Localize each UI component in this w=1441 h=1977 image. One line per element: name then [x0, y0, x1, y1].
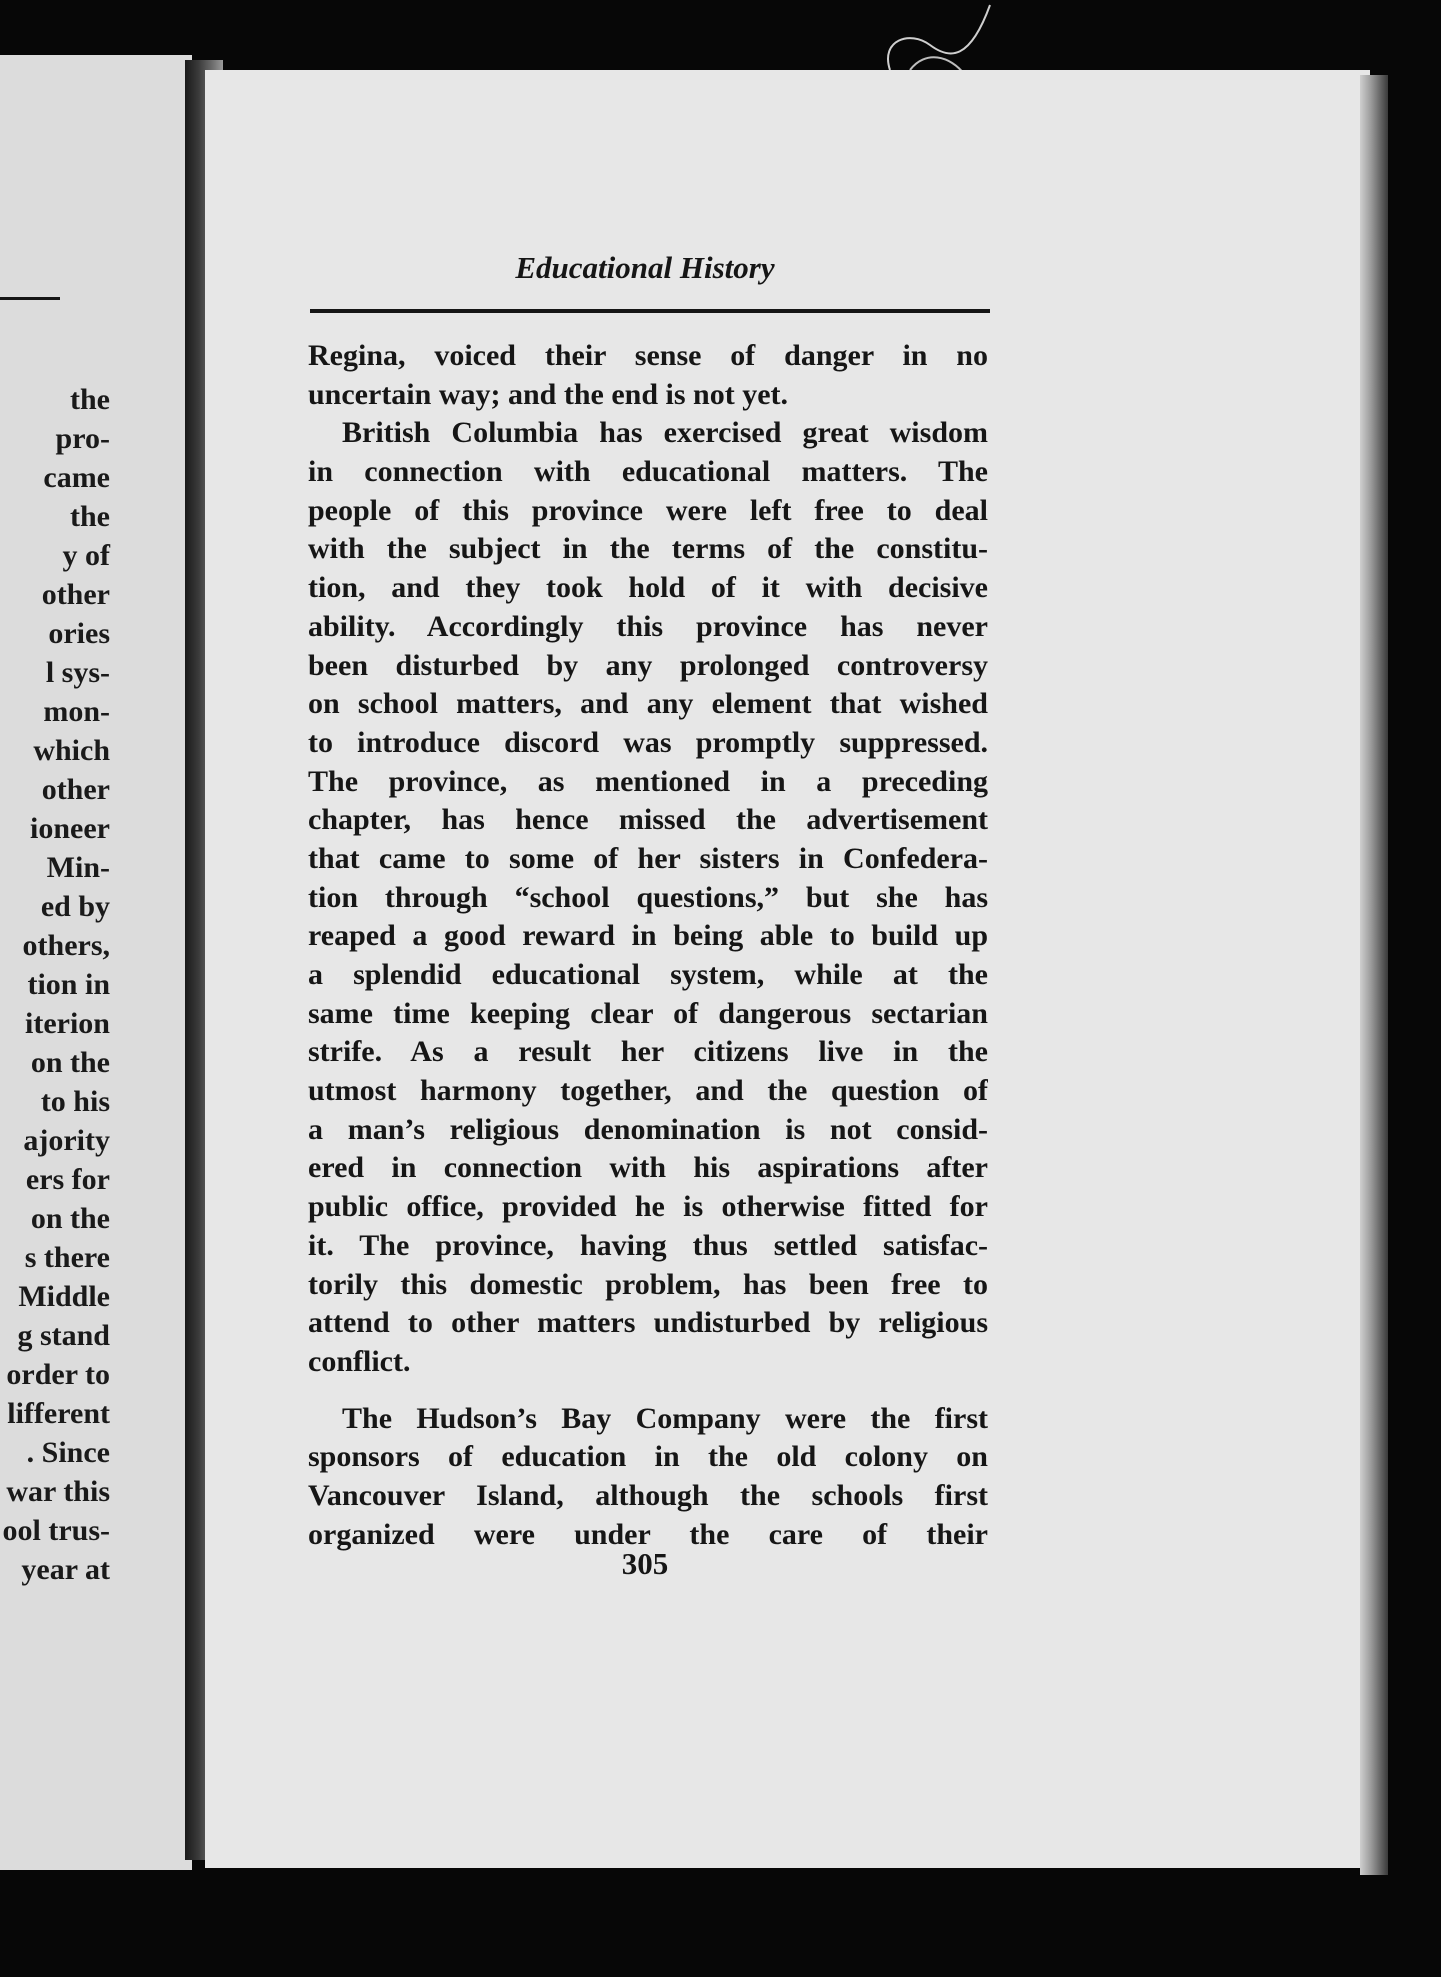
- text-line: same time keeping clear of dangerous sectarian: [308, 996, 988, 1030]
- text-line: been disturbed by any prolonged controversy: [308, 648, 988, 682]
- left-page-line: the: [70, 383, 110, 416]
- running-head: Educational History: [515, 250, 775, 285]
- text-line: public office, provided he is otherwise fitted for: [308, 1190, 988, 1224]
- left-page-line: on the: [30, 1202, 110, 1235]
- left-page-line: Middle: [18, 1280, 110, 1313]
- left-page-line: which: [33, 734, 110, 767]
- running-head-rule: [310, 309, 990, 313]
- text-line: strife. As a result her citizens live in the: [308, 1035, 988, 1069]
- text-line: reaped a good reward in being able to build up: [308, 919, 988, 953]
- left-page-line: Min-: [46, 851, 110, 884]
- text-line: The province, as mentioned in a preceding: [308, 764, 988, 798]
- page-number: 305: [621, 1546, 669, 1581]
- paragraph-gap: [308, 1382, 988, 1400]
- text-line: with the subject in the terms of the constitu-: [308, 532, 988, 566]
- left-page-line: ool trus-: [2, 1514, 110, 1547]
- pencil-mark-icon: [870, 0, 1010, 80]
- left-page-line: iterion: [25, 1007, 110, 1040]
- left-page-line: to his: [40, 1085, 110, 1118]
- left-page-line: ioneer: [30, 812, 110, 845]
- left-page-line: y of: [62, 539, 110, 572]
- page-body-text: [308, 337, 988, 1554]
- text-line: attend to other matters undisturbed by religious: [308, 1306, 988, 1340]
- left-page: [0, 55, 192, 1870]
- text-line: a man’s religious denomination is not consid-: [308, 1112, 988, 1146]
- text-line: ered in connection with his aspirations after: [308, 1151, 988, 1185]
- text-line: Vancouver Island, although the schools first: [308, 1478, 988, 1512]
- text-line: conflict.: [308, 1344, 411, 1378]
- left-page-line: war this: [6, 1475, 110, 1508]
- text-line: The Hudson’s Bay Company were the first: [342, 1401, 988, 1435]
- left-page-line: other: [41, 773, 110, 806]
- text-line: a splendid educational system, while at the: [308, 958, 988, 991]
- left-page-line: order to: [6, 1358, 110, 1391]
- left-page-line: year at: [21, 1553, 110, 1586]
- text-line: uncertain way; and the end is not yet.: [308, 377, 789, 411]
- text-line: chapter, has hence missed the advertisement: [308, 803, 988, 837]
- left-page-line: mon-: [43, 695, 110, 728]
- left-page-line: g stand: [17, 1319, 110, 1352]
- text-line: on school matters, and any element that wished: [308, 687, 988, 721]
- left-page-line: on the: [30, 1046, 110, 1079]
- text-line: Regina, voiced their sense of danger in no: [308, 339, 988, 372]
- left-page-line: pro-: [55, 422, 110, 455]
- right-page-edge: [1360, 75, 1388, 1875]
- left-page-line: s there: [24, 1241, 110, 1274]
- text-line: sponsors of education in the old colony on: [308, 1440, 988, 1474]
- paragraph: [308, 1400, 988, 1555]
- left-page-line: others,: [22, 929, 110, 962]
- left-page-line: other: [41, 578, 110, 611]
- left-page-line: ajority: [23, 1124, 110, 1157]
- left-page-line: tion in: [27, 968, 110, 1001]
- text-line: torily this domestic problem, has been free to: [308, 1267, 988, 1301]
- paragraph: [308, 414, 988, 1381]
- left-page-line: ers for: [25, 1163, 110, 1196]
- left-page-line: . Since: [26, 1436, 110, 1469]
- text-line: ability. Accordingly this province has never: [308, 609, 988, 643]
- left-page-line: ories: [48, 617, 110, 650]
- left-page-line: ed by: [40, 890, 110, 923]
- text-line: it. The province, having thus settled satisfac-: [308, 1228, 988, 1262]
- text-line: to introduce discord was promptly suppressed.: [308, 725, 988, 759]
- text-line: tion, and they took hold of it with decisive: [308, 571, 988, 605]
- left-page-line: came: [43, 461, 110, 494]
- text-line: that came to some of her sisters in Confedera-: [308, 841, 988, 875]
- left-page-line: lifferent: [7, 1397, 110, 1430]
- left-page-header-rule: [0, 297, 60, 300]
- text-line: people of this province were left free to deal: [308, 493, 988, 527]
- left-page-text: [3, 380, 111, 1589]
- text-line: British Columbia has exercised great wisdom: [342, 416, 988, 450]
- text-line: in connection with educational matters. The: [308, 455, 988, 489]
- left-page-line: l sys-: [45, 656, 110, 689]
- paragraph: [308, 337, 988, 414]
- left-page-line: the: [70, 500, 110, 533]
- text-line: utmost harmony together, and the question of: [308, 1074, 988, 1108]
- text-line: tion through “school questions,” but she has: [308, 880, 988, 914]
- text-line: organized were under the care of their: [308, 1517, 988, 1551]
